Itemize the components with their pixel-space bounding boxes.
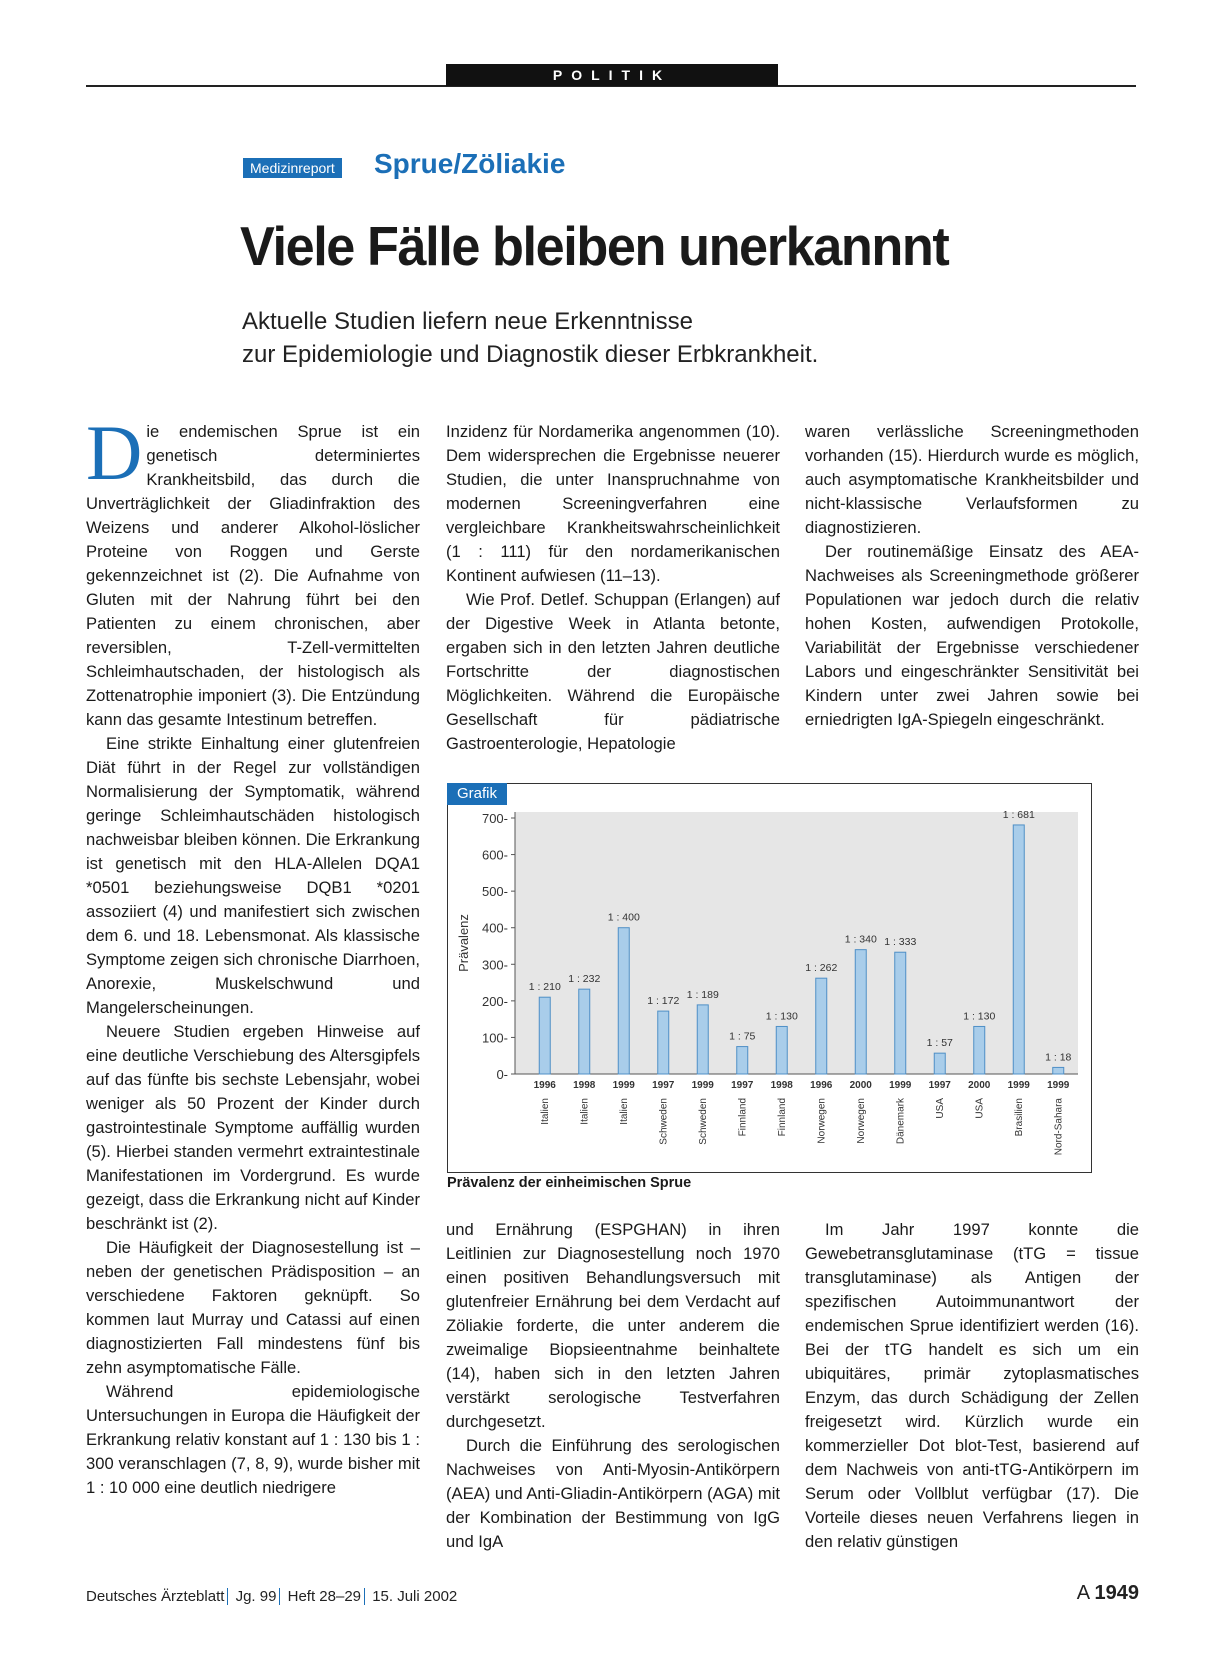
data-label: 1 : 333: [884, 936, 917, 949]
x-tick-label: Norwegen: [855, 1098, 867, 1144]
journal-date: 15. Juli 2002: [372, 1588, 458, 1605]
kicker-label: Medizinreport: [243, 158, 342, 178]
bar: [974, 1026, 985, 1074]
x-tick-year: 1998: [573, 1080, 596, 1091]
paragraph: waren verlässliche Screeningmethoden vorhanden (15). Hierdurch wurde es möglich, auch asymptomatische Krankheitsbilder und nicht-klassische Verlaufsformen zu diagnostizieren.: [805, 422, 1139, 537]
data-label: 1 : 57: [926, 1037, 953, 1050]
data-label: 1 : 18: [1045, 1051, 1072, 1064]
y-tick-label: 400-: [481, 920, 508, 936]
data-label: 1 : 681: [1002, 808, 1035, 821]
x-tick-label: Nord-Sahara: [1053, 1098, 1065, 1156]
data-label: 1 : 400: [607, 911, 640, 924]
page-value: 1949: [1094, 1582, 1139, 1604]
x-tick-label: Norwegen: [816, 1098, 828, 1144]
x-tick-label: USA: [934, 1098, 946, 1119]
data-label: 1 : 262: [805, 962, 838, 975]
x-tick-year: 2000: [849, 1080, 872, 1091]
bar: [895, 952, 906, 1074]
bar: [816, 978, 827, 1074]
bar: [539, 997, 550, 1074]
paragraph: Der routinemäßige Einsatz des AEA-Nachweises als Screeningmethode größerer Populationen war jedoch durch die relativ hohen Kosten, aufwendigen Protokolle, Variabilität der Ergebnisse verschiedener Labors und eingeschränkter Sensitivität bei Kindern unter zwei Jahren sowie bei erniedrigten IgA-Spiegeln eingeschränkt.: [805, 542, 1139, 729]
bar: [579, 989, 590, 1074]
body-column-1: [86, 409, 420, 1552]
section-label: POLITIK: [446, 64, 778, 86]
x-tick-year: 1999: [1047, 1080, 1070, 1091]
bar: [697, 1005, 708, 1074]
x-tick-year: 1999: [889, 1080, 912, 1091]
bar: [737, 1047, 748, 1074]
y-axis-label: Prävalenz: [456, 914, 471, 972]
x-tick-year: 1996: [533, 1080, 556, 1091]
drop-cap: D: [86, 409, 143, 496]
paragraph: Durch die Einführung des serologischen Nachweises von Anti-Myosin-Antikörpern (AEA) und Anti-Gliadin-Antikörpern (AGA) mit der Kombination der Bestimmung von IgG und IgA: [446, 1436, 780, 1551]
headline: Viele Fälle bleiben unerkannnt: [240, 215, 949, 277]
x-tick-year: 1997: [731, 1080, 754, 1091]
paragraph: Die endemischen Sprue ist ein genetisch determiniertes Krankheitsbild, das durch die Unverträglichkeit der Gliadinfraktion des Weizens und anderer Alkohol-löslicher Proteine von Roggen und Gerste gekennzeichnet ist (2). Die Aufnahme von Gluten mit der Nahrung führt bei den Patienten zu einem chronischen, aber reversiblen, T-Zell-vermittelten Schleimhautschaden, der histologisch als Zottenatrophie imponiert (3). Die Entzündung kann das gesamte Intestinum betreffen.: [86, 409, 420, 729]
paragraph: Im Jahr 1997 konnte die Gewebetransglutaminase (tTG = tissue transglutaminase) als Antigen der spezifischen Autoimmunantwort der endemischen Sprue identifiziert werden (16). Bei der tTG handelt es sich um ein ubiquitäres, primär zytoplasmatisches Enzym, das durch Schädigung der Zellen freigesetzt wird. Kürzlich wurde ein kommerzieller Dot blot-Test, basierend auf dem Nachweis von anti-tTG-Antikörpern im Serum oder Vollblut verfügbar (17). Die Vorteile dieses neuen Verfahrens liegen in den relativ günstigen: [805, 1220, 1139, 1551]
data-label: 1 : 172: [647, 995, 680, 1008]
x-tick-label: Finnland: [776, 1098, 788, 1137]
footer-citation: [86, 1588, 457, 1605]
bar: [618, 928, 629, 1074]
journal-issue: Heft 28–29: [287, 1588, 362, 1605]
x-tick-label: Italien: [539, 1098, 551, 1125]
journal-volume: Jg. 99: [235, 1588, 277, 1605]
bar: [855, 950, 866, 1074]
subtitle: [242, 305, 818, 371]
x-tick-label: Schweden: [658, 1098, 670, 1145]
prevalence-bar-chart: [448, 784, 1091, 1172]
body-column-2: [446, 420, 780, 753]
data-label: 1 : 340: [844, 933, 877, 946]
y-tick-label: 500-: [481, 884, 508, 900]
chart-frame: [447, 783, 1092, 1173]
x-tick-year: 1996: [810, 1080, 833, 1091]
paragraph: Die Häufigkeit der Diagnosestellung ist – neben der genetischen Prädisposition – an verschiedene Faktoren geknüpft. So kommen laut Murray und Catassi auf einen diagnostizierten Fall mindestens fünf bis zehn asymptomatische Fälle.: [86, 1238, 420, 1377]
x-tick-label: Dänemark: [895, 1098, 907, 1145]
figure-caption: Prävalenz der einheimischen Sprue: [447, 1175, 692, 1191]
figure-tag: Grafik: [447, 783, 507, 805]
x-tick-year: 2000: [968, 1080, 991, 1091]
y-tick-label: 0-: [496, 1067, 508, 1082]
x-tick-year: 1997: [652, 1080, 675, 1091]
paragraph: Wie Prof. Detlef. Schuppan (Erlangen) auf der Digestive Week in Atlanta betonte, ergaben sich in den letzten Jahren deutliche Fortschritte der diagnostischen Möglichkeiten. Während die Europäische Gesellschaft für pädiatrische Gastroenterologie, Hepatologie: [446, 590, 780, 753]
data-label: 1 : 210: [528, 981, 561, 994]
x-tick-label: USA: [974, 1098, 986, 1119]
x-tick-label: Schweden: [697, 1098, 709, 1145]
paragraph: und Ernährung (ESPGHAN) in ihren Leitlinien zur Diagnosestellung noch 1970 einen positiven Behandlungsversuch mit glutenfreier Ernährung bei dem Verdacht auf Zöliakie forderte, die unter anderem die zweimalige Biopsieentnahme beinhaltete (14), haben sich in den letzten Jahren verstärkt serologische Testverfahren durchgesetzt.: [446, 1220, 780, 1431]
data-label: 1 : 232: [568, 973, 601, 986]
data-label: 1 : 130: [963, 1010, 996, 1023]
body-column-3: [805, 420, 1139, 760]
x-tick-label: Italien: [579, 1098, 591, 1125]
bar: [1053, 1067, 1064, 1074]
x-tick-label: Italien: [618, 1098, 630, 1125]
y-tick-label: 600-: [481, 847, 508, 863]
data-label: 1 : 130: [765, 1010, 798, 1023]
body-column-5: [805, 1218, 1139, 1558]
x-tick-year: 1997: [928, 1080, 951, 1091]
page-prefix: A: [1076, 1582, 1089, 1604]
body-column-4: [446, 1218, 780, 1558]
x-tick-label: Finnland: [737, 1098, 749, 1137]
paragraph: Neuere Studien ergeben Hinweise auf eine deutliche Verschiebung des Altersgipfels auf das fünfte bis sechste Lebensjahr, wobei weniger als 50 Prozent der Kinder durch gastrointestinale Symptome auffällig wurden (5). Hierbei standen vermehrt extraintestinale Manifestationen im Vordergrund. Es wurde gezeigt, dass die Erkrankung nicht auf Kinder beschränkt ist (2).: [86, 1022, 420, 1233]
subtitle-line: zur Epidemiologie und Diagnostik dieser Erbkrankheit.: [242, 341, 819, 368]
x-tick-year: 1998: [770, 1080, 793, 1091]
paragraph: Inzidenz für Nordamerika angenommen (10). Dem widersprechen die Ergebnisse neuerer Studien, die unter Inanspruchnahme von modernen Screeningverfahren eine vergleichbare Krankheitswahrscheinlichkeit (1 : 111) für den nordamerikanischen Kontinent aufwiesen (11–13).: [446, 422, 780, 585]
data-label: 1 : 189: [686, 988, 719, 1001]
journal-name: Deutsches Ärzteblatt: [86, 1588, 225, 1605]
x-tick-year: 1999: [1007, 1080, 1030, 1091]
paragraph: Eine strikte Einhaltung einer glutenfreien Diät führt in der Regel zur vollständigen Normalisierung der Symptomatik, während geringe Schleimhautschäden histologisch nachweisbar bleiben können. Die Erkrankung ist genetisch mit den HLA-Allelen DQA1 *0501 beziehungsweise DQB1 *0201 assoziiert (4) und manifestiert sich zwischen dem 6. und 18. Lebensmonat. Als klassische Symptome zeigen sich chronische Diarrhoen, Anorexie, Muskelschwund und Mangelerscheinungen.: [86, 734, 420, 1017]
x-tick-label: Brasilien: [1013, 1098, 1025, 1137]
y-tick-label: 100-: [481, 1030, 508, 1046]
kicker-title: Sprue/Zöliakie: [374, 148, 566, 179]
y-tick-label: 300-: [481, 957, 508, 973]
paragraph: Während epidemiologische Untersuchungen in Europa die Häufigkeit der Erkrankung relativ konstant auf 1 : 130 bis 1 : 300 veranschlagen (7, 8, 9), wurde bisher mit 1 : 10 000 eine deutlich niedrigere: [86, 1382, 420, 1497]
bar: [934, 1053, 945, 1074]
y-tick-label: 200-: [481, 993, 508, 1009]
bar: [1013, 825, 1024, 1074]
y-tick-label: 700-: [481, 811, 508, 826]
plot-background: [515, 812, 1078, 1074]
page-number: [1077, 1582, 1139, 1605]
bar: [658, 1011, 669, 1074]
x-tick-year: 1999: [691, 1080, 714, 1091]
subtitle-line: Aktuelle Studien liefern neue Erkenntnisse: [242, 308, 693, 335]
data-label: 1 : 75: [729, 1030, 756, 1043]
bar: [776, 1026, 787, 1074]
x-tick-year: 1999: [612, 1080, 635, 1091]
